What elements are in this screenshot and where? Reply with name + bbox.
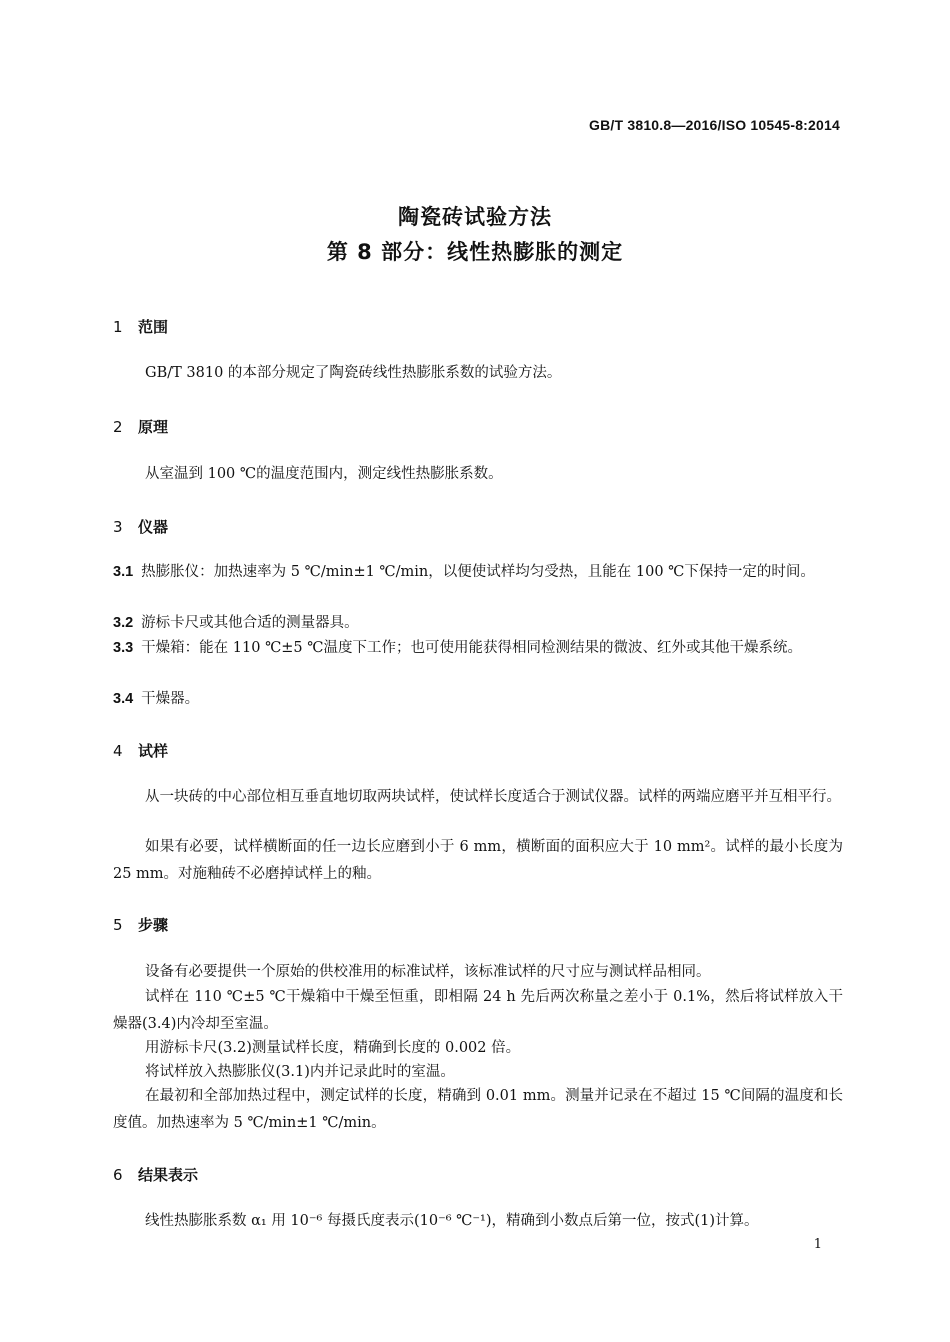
section-5-paragraph-4: 将试样放入热膨胀仪(3.1)内并记录此时的室温。 (145, 1064, 455, 1080)
clause-3-4 (113, 686, 843, 713)
document-title-line2: 第 8 部分：线性热膨胀的测定 (326, 240, 624, 264)
section-title: 结果表示 (138, 1166, 199, 1184)
section-3-heading (113, 516, 168, 537)
section-number: 3 (113, 518, 123, 536)
document-title-line1: 陶瓷砖试验方法 (398, 205, 552, 229)
clause-number: 3.4 (113, 691, 134, 707)
section-number: 2 (113, 418, 123, 436)
clause-3-3 (113, 635, 843, 662)
section-number: 4 (113, 742, 123, 760)
section-5-paragraph-5: 在最初和全部加热过程中，测定试样的长度，精确到 0.01 mm。测量并记录在不超过 15 ℃间隔的温度和长度值。加热速率为 5 ℃/min±1 ℃/min。 (113, 1088, 843, 1131)
clause-3-2 (113, 610, 843, 637)
section-1-paragraph: GB/T 3810 的本部分规定了陶瓷砖线性热膨胀系数的试验方法。 (145, 365, 562, 381)
section-4-paragraph-1: 从一块砖的中心部位相互垂直地切取两块试样，使试样长度适合于测试仪器。试样的两端应磨平并互相平行。 (145, 789, 841, 805)
section-title: 范围 (138, 318, 169, 336)
clause-number: 3.1 (113, 564, 134, 580)
clause-text: 热膨胀仪：加热速率为 5 ℃/min±1 ℃/min，以便使试样均匀受热，且能在 100 ℃下保持一定的时间。 (141, 564, 815, 580)
clause-number: 3.2 (113, 615, 134, 631)
section-6-paragraph: 线性热膨胀系数 α₁ 用 10⁻⁶ 每摄氏度表示(10⁻⁶ ℃⁻¹)，精确到小数点后第一位，按式(1)计算。 (145, 1213, 759, 1229)
section-6-heading (113, 1164, 198, 1185)
section-title: 试样 (138, 742, 169, 760)
section-2-paragraph: 从室温到 100 ℃的温度范围内，测定线性热膨胀系数。 (145, 466, 503, 482)
section-5-paragraph-3: 用游标卡尺(3.2)测量试样长度，精确到长度的 0.002 倍。 (145, 1040, 521, 1056)
clause-text: 游标卡尺或其他合适的测量器具。 (141, 615, 359, 631)
section-2-heading (113, 416, 168, 437)
section-title: 仪器 (138, 518, 169, 536)
section-number: 5 (113, 916, 123, 934)
clause-number: 3.3 (113, 640, 134, 656)
section-1-heading (113, 316, 168, 337)
section-title: 原理 (138, 418, 169, 436)
clause-3-1 (113, 559, 843, 586)
clause-text: 干燥箱：能在 110 ℃±5 ℃温度下工作；也可使用能获得相同检测结果的微波、红外或其他干燥系统。 (141, 640, 802, 656)
section-5-paragraph-2: 试样在 110 ℃±5 ℃干燥箱中干燥至恒重，即相隔 24 h 先后两次称量之差小于 0.1%，然后将试样放入干燥器(3.4)内冷却至室温。 (113, 989, 843, 1032)
section-4-heading (113, 740, 168, 761)
section-number: 1 (113, 318, 123, 336)
standard-code: GB/T 3810.8—2016/ISO 10545-8:2014 (589, 117, 840, 133)
clause-text: 干燥器。 (141, 691, 200, 707)
section-5-heading (113, 914, 168, 935)
page-number: 1 (813, 1237, 822, 1252)
section-number: 6 (113, 1166, 123, 1184)
section-5-paragraph-1: 设备有必要提供一个原始的供校准用的标准试样，该标准试样的尺寸应与测试样品相同。 (145, 964, 711, 980)
section-title: 步骤 (138, 916, 169, 934)
section-4-paragraph-2: 如果有必要，试样横断面的任一边长应磨到小于 6 mm，横断面的面积应大于 10 mm²。试样的最小长度为 25 mm。对施釉砖不必磨掉试样上的釉。 (113, 839, 843, 882)
